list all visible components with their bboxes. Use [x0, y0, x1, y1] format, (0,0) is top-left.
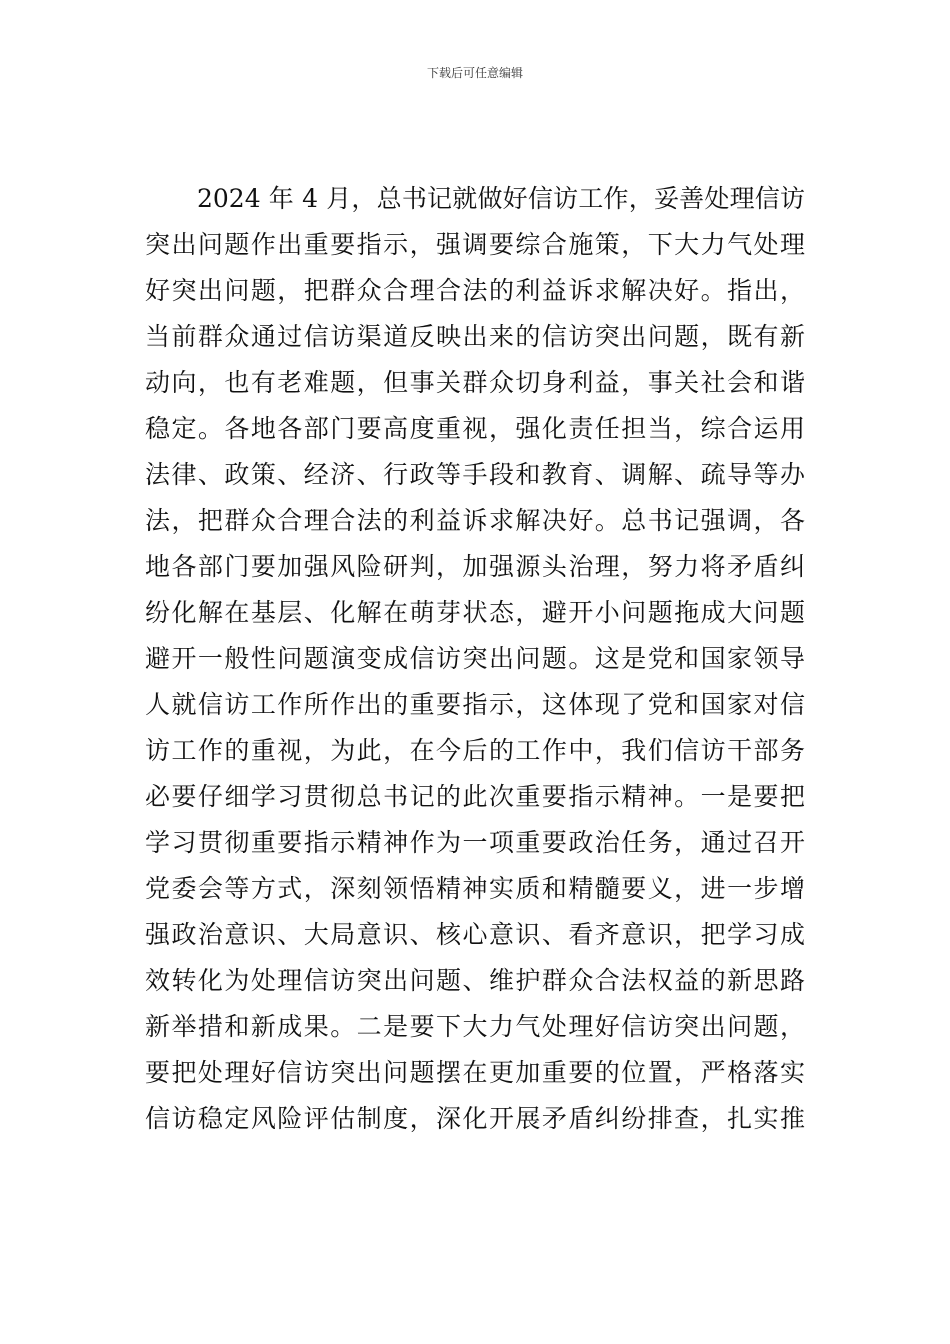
paragraph-line: 地各部门要加强风险研判，加强源头治理，努力将矛盾纠 [145, 552, 805, 581]
paragraph-line: 党委会等方式，深刻领悟精神实质和精髓要义，进一步增 [145, 874, 805, 903]
paragraph-line: 人就信访工作所作出的重要指示，这体现了党和国家对信 [145, 690, 805, 719]
paragraph-line: 效转化为处理信访突出问题、维护群众合法权益的新思路 [145, 966, 805, 995]
page-header: 下载后可任意编辑 [426, 66, 523, 80]
paragraph-line: 信访稳定风险评估制度，深化开展矛盾纠纷排查，扎实推 [145, 1104, 805, 1133]
body-paragraph [145, 176, 805, 1142]
paragraph-line: 法律、政策、经济、行政等手段和教育、调解、疏导等办 [145, 460, 805, 489]
paragraph-line: 要把处理好信访突出问题摆在更加重要的位置，严格落实 [145, 1058, 805, 1087]
paragraph-line: 法，把群众合理合法的利益诉求解决好。总书记强调，各 [145, 506, 805, 535]
paragraph-line: 稳定。各地各部门要高度重视，强化责任担当，综合运用 [145, 414, 805, 443]
paragraph-line: 好突出问题，把群众合理合法的利益诉求解决好。指出， [145, 276, 805, 305]
paragraph-line: 学习贯彻重要指示精神作为一项重要政治任务，通过召开 [145, 828, 805, 857]
paragraph-line: 动向，也有老难题，但事关群众切身利益，事关社会和谐 [145, 368, 805, 397]
paragraph-line: 2024 年 4 月，总书记就做好信访工作，妥善处理信访 [197, 184, 805, 213]
paragraph-line: 当前群众通过信访渠道反映出来的信访突出问题，既有新 [145, 322, 805, 351]
paragraph-line: 访工作的重视，为此，在今后的工作中，我们信访干部务 [145, 736, 805, 765]
paragraph-line: 强政治意识、大局意识、核心意识、看齐意识，把学习成 [145, 920, 805, 949]
paragraph-line: 必要仔细学习贯彻总书记的此次重要指示精神。一是要把 [145, 782, 805, 811]
paragraph-line: 突出问题作出重要指示，强调要综合施策，下大力气处理 [145, 230, 805, 259]
paragraph-line: 新举措和新成果。二是要下大力气处理好信访突出问题， [145, 1012, 805, 1041]
paragraph-line: 纷化解在基层、化解在萌芽状态，避开小问题拖成大问题 [145, 598, 805, 627]
paragraph-line: 避开一般性问题演变成信访突出问题。这是党和国家领导 [145, 644, 805, 673]
